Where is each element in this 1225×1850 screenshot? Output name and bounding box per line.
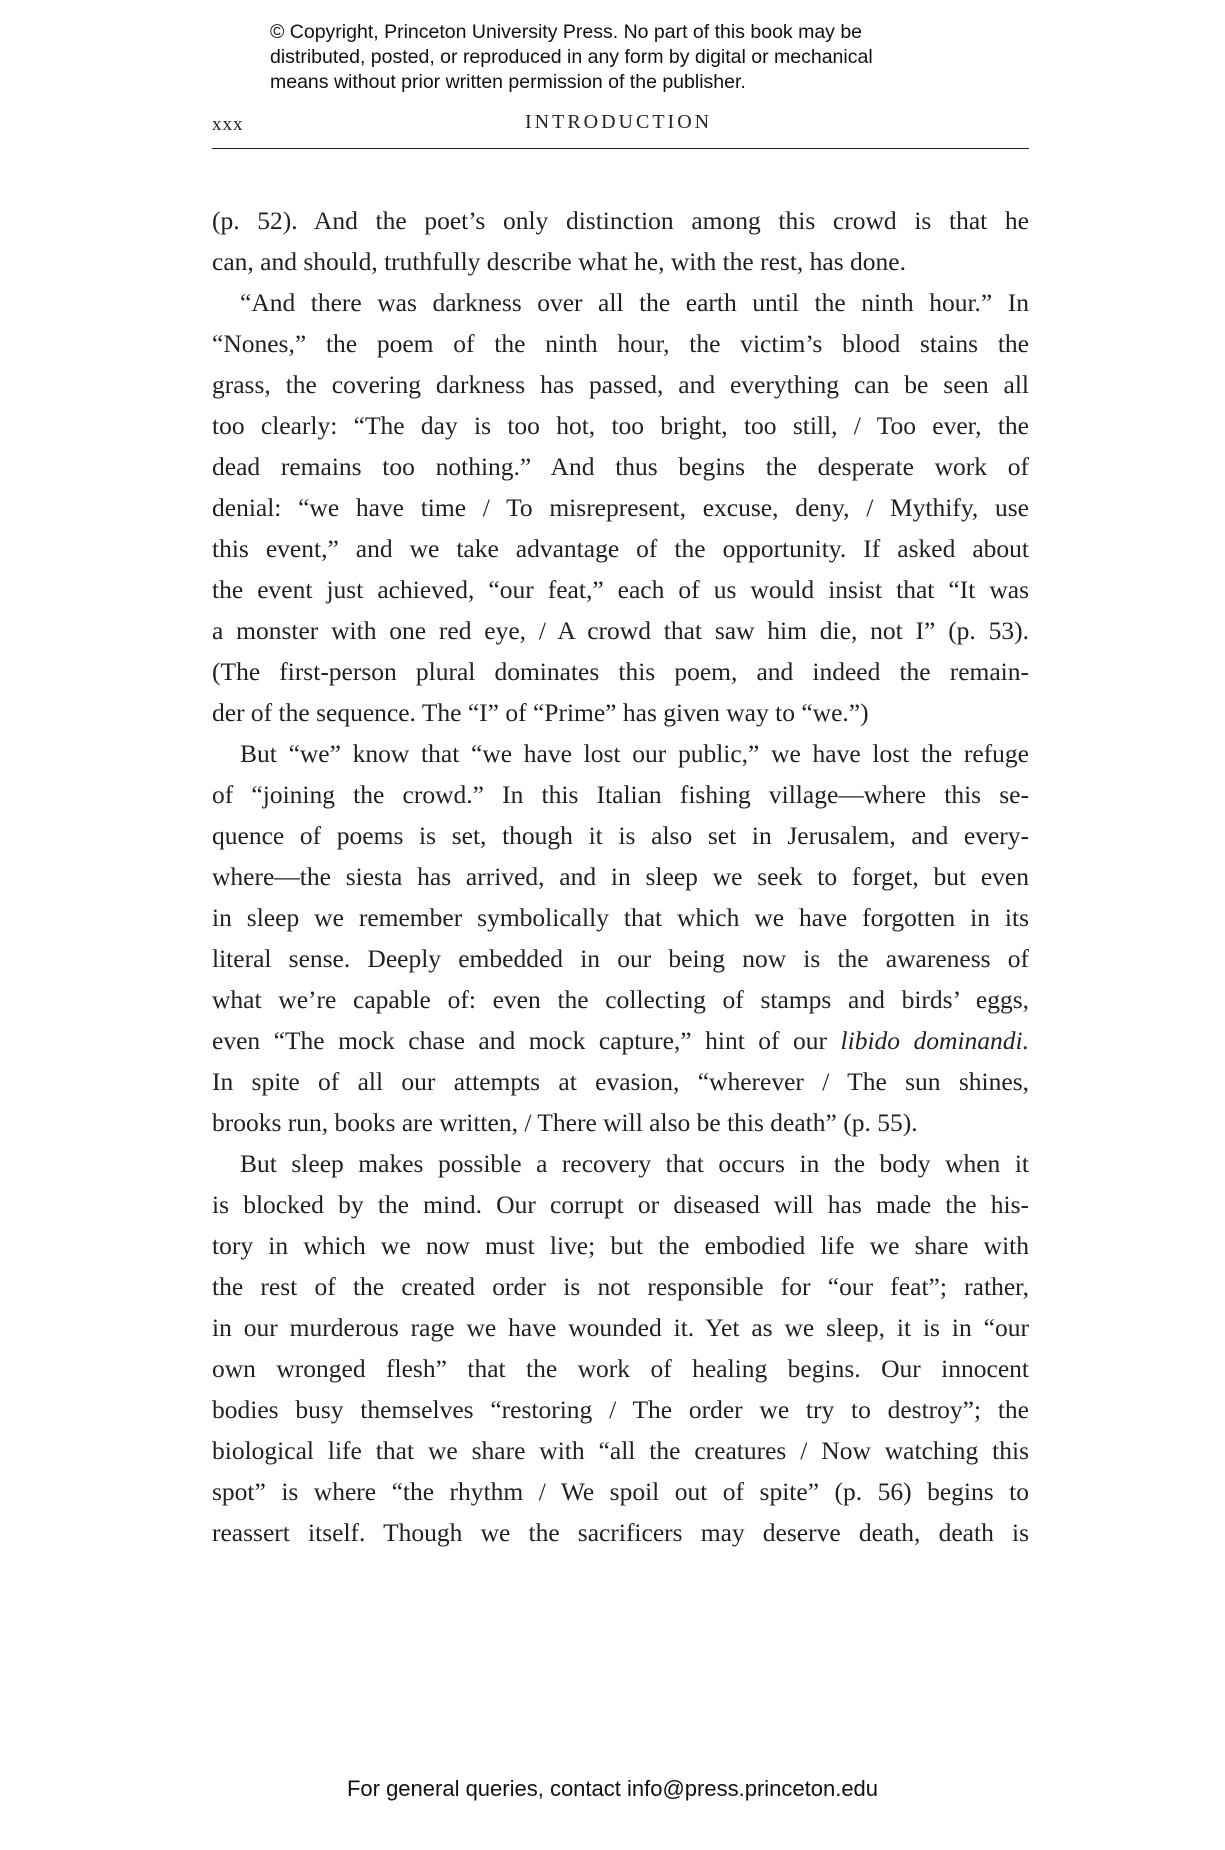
text-line: this event,” and we take advantage of the opportunity. If asked about <box>212 534 1029 563</box>
text-line: quence of poems is set, though it is also set in Jerusalem, and every- <box>212 821 1029 850</box>
text-line: can, and should, truthfully describe what he, with the rest, has done. <box>212 247 906 276</box>
text-line: literal sense. Deeply embedded in our being now is the awareness of <box>212 944 1029 973</box>
text-line: In spite of all our attempts at evasion, “wherever / The sun shines, <box>212 1067 1029 1096</box>
text-line: (The first-person plural dominates this poem, and indeed the remain- <box>212 657 1029 686</box>
text-line: is blocked by the mind. Our corrupt or diseased will has made the his- <box>212 1190 1029 1219</box>
copyright-line: distributed, posted, or reproduced in any form by digital or mechanical <box>270 46 873 68</box>
text-line: dead remains too nothing.” And thus begins the desperate work of <box>212 452 1029 481</box>
text-line: the rest of the created order is not responsible for “our feat”; rather, <box>212 1272 1029 1301</box>
text-line: der of the sequence. The “I” of “Prime” has given way to “we.”) <box>212 698 869 727</box>
copyright-line: means without prior written permission of the publisher. <box>270 71 746 93</box>
page-number: xxx <box>212 114 244 135</box>
italic-phrase: libido dominandi. <box>840 1026 1029 1055</box>
text-line: of “joining the crowd.” In this Italian fishing village—where this se- <box>212 780 1029 809</box>
text-line: But sleep makes possible a recovery that occurs in the body when it <box>240 1149 1029 1178</box>
chapter-title: INTRODUCTION <box>525 111 713 133</box>
footer-contact: For general queries, contact info@press.princeton.edu <box>346 1776 879 1801</box>
text-span: even “The mock chase and mock capture,” hint of our <box>212 1026 841 1055</box>
text-line: bodies busy themselves “restoring / The order we try to destroy”; the <box>212 1395 1029 1424</box>
text-line: reassert itself. Though we the sacrificers may deserve death, death is <box>212 1518 1029 1547</box>
copyright-line: © Copyright, Princeton University Press. No part of this book may be <box>270 21 863 43</box>
text-line: brooks run, books are written, / There will also be this death” (p. 55). <box>212 1108 918 1137</box>
text-line: too clearly: “The day is too hot, too bright, too still, / Too ever, the <box>212 411 1029 440</box>
text-line: denial: “we have time / To misrepresent, excuse, deny, / Mythify, use <box>212 493 1029 522</box>
text-line: spot” is where “the rhythm / We spoil out of spite” (p. 56) begins to <box>212 1477 1029 1506</box>
body-text <box>212 200 1029 1553</box>
running-head <box>212 108 1029 149</box>
text-line: biological life that we share with “all the creatures / Now watching this <box>212 1436 1029 1465</box>
text-line: tory in which we now must live; but the embodied life we share with <box>212 1231 1029 1260</box>
copyright-notice <box>270 20 1070 95</box>
text-line: a monster with one red eye, / A crowd that saw him die, not I” (p. 53). <box>212 616 1029 645</box>
text-line: “Nones,” the poem of the ninth hour, the victim’s blood stains the <box>212 329 1029 358</box>
text-line: in our murderous rage we have wounded it. Yet as we sleep, it is in “our <box>212 1313 1029 1342</box>
text-line: “And there was darkness over all the earth until the ninth hour.” In <box>240 288 1029 317</box>
text-line: (p. 52). And the poet’s only distinction among this crowd is that he <box>212 206 1029 235</box>
text-line: where—the siesta has arrived, and in sleep we seek to forget, but even <box>212 862 1029 891</box>
text-line: the event just achieved, “our feat,” each of us would insist that “It was <box>212 575 1029 604</box>
text-line: grass, the covering darkness has passed, and everything can be seen all <box>212 370 1029 399</box>
text-line <box>212 1020 1029 1061</box>
text-line: But “we” know that “we have lost our public,” we have lost the refuge <box>240 739 1029 768</box>
text-line: what we’re capable of: even the collecting of stamps and birds’ eggs, <box>212 985 1029 1014</box>
text-line: in sleep we remember symbolically that which we have forgotten in its <box>212 903 1029 932</box>
text-line: own wronged flesh” that the work of healing begins. Our innocent <box>212 1354 1029 1383</box>
